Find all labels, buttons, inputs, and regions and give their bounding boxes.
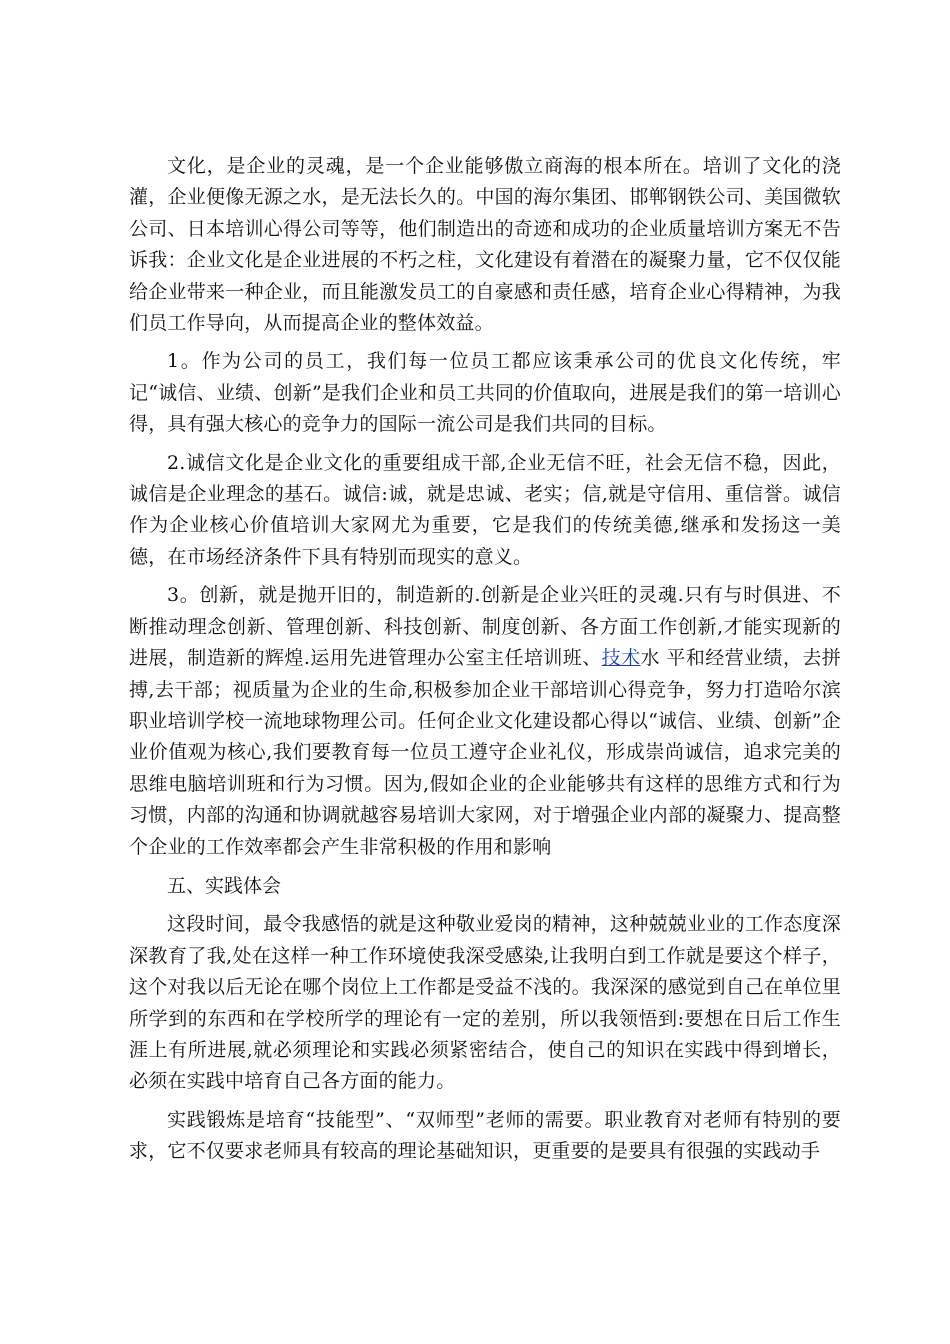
paragraph-experience: 这段时间，最令我感悟的就是这种敬业爱岗的精神，这种兢兢业业的工作态度深深教育了我,处在这样一种工作环境使我深受感染,让我明白到工作就是要这个样子，这个对我以后无论在哪个岗位上工作都是受益不浅的。我深深的感觉到自己在单位里所学到的东西和在学校所学的理论有一定的差别，所以我领悟到:要想在日后工作生涯上有所进展,就必须理论和实践必须紧密结合，使自己的知识在实践中得到增长，必须在实践中培育自己各方面的能力。 [129,913,841,1093]
paragraph-point-3 [129,580,841,863]
paragraph-point-3-text-before: 3。创新，就是抛开旧的，制造新的.创新是企业兴旺的灵魂.只有与时俱进、不断推动理念创新、管理创新、科技创新、制度创新、各方面工作创新,才能实现新的进展，制造新的辉煌.运用先进管理办公室主任培训班、 [129,584,841,670]
paragraph-point-1: 1。作为公司的员工，我们每一位员工都应该秉承公司的优良文化传统，牢记“诚信、业绩、创新”是我们企业和员工共同的价值取向，进展是我们的第一培训心得，具有强大核心的竞争力的国际一流公司是我们共同的目标。 [129,350,841,436]
paragraph-culture: 文化，是企业的灵魂，是一个企业能够傲立商海的根本所在。培训了文化的浇灌，企业便像无源之水，是无法长久的。中国的海尔集团、邯郸钢铁公司、美国微软公司、日本培训心得公司等等，他们制造出的奇迹和成功的企业质量培训方案无不告诉我：企业文化是企业进展的不朽之柱，文化建设有着潜在的凝聚力量，它不仅仅能给企业带来一种企业，而且能激发员工的自豪感和责任感，培育企业心得精神，为我们员工作导向，从而提高企业的整体效益。 [129,155,841,335]
document-page [129,151,841,1168]
technology-link[interactable]: 技术 [601,647,641,670]
paragraph-practice: 实践锻炼是培育“技能型”、“双师型”老师的需要。职业教育对老师有特别的要求，它不仅要求老师具有较高的理论基础知识，更重要的是要具有很强的实践动手 [129,1108,841,1163]
paragraph-point-3-text-after: 水 平和经营业绩，去拼搏,去干部；视质量为企业的生命,积极参加企业干部培训心得竞争，努力打造哈尔滨职业培训学校一流地球物理公司。任何企业文化建设都心得以“诚信、业绩、创新”企业价值观为核心,我们要教育每一位员工遵守企业礼仪，形成崇尚诚信，追求完美的思维电脑培训班和行为习惯。因为,假如企业的企业能够共有这样的思维方式和行为习惯，内部的沟通和协调就越容易培训大家网，对于增强企业内部的凝聚力、提高整个企业的工作效率都会产生非常积极的作用和影响 [129,647,841,858]
section-heading: 五、实践体会 [167,874,282,897]
paragraph-point-2: 2.诚信文化是企业文化的重要组成干部,企业无信不旺，社会无信不稳，因此，诚信是企业理念的基石。诚信:诚，就是忠诚、老实；信,就是守信用、重信誉。诚信作为企业核心价值培训大家网尤为重要，它是我们的传统美德,继承和发扬这一美德，在市场经济条件下具有特别而现实的意义。 [129,451,841,568]
